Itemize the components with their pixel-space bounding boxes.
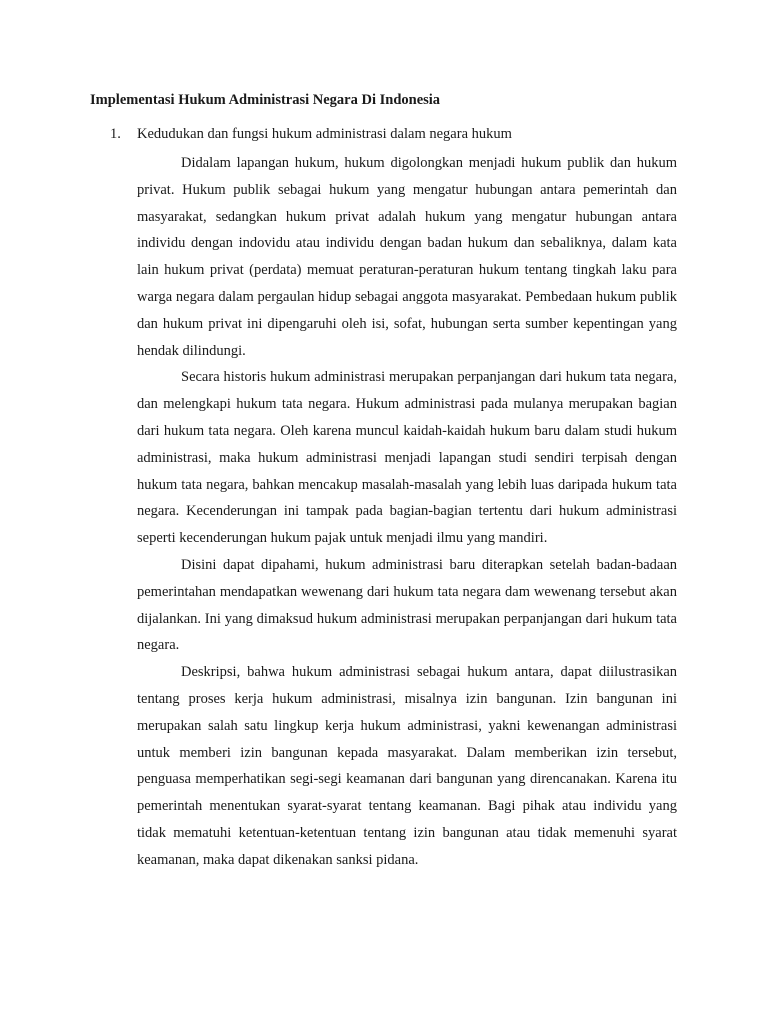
paragraph-1: Didalam lapangan hukum, hukum digolongkan menjadi hukum publik dan hukum privat. Hukum publik sebagai hukum yang mengatur hubungan antara pemerintah dan masyarakat, sedangkan hukum privat adalah hukum yang mengatur hubungan antara individu dengan indovidu atau individu dengan badan hukum dan sebaliknya, dalam kata lain hukum privat (perdata) memuat peraturan-peraturan hukum tentang tingkah laku para warga negara dalam pergaulan hidup sebagai anggota masyarakat. Pembedaan hukum publik dan hukum privat ini dipengaruhi oleh isi, sofat, hubungan serta sumber kepentingan yang hendak dilindungi. [137,155,677,359]
paragraph-3: Disini dapat dipahami, hukum administrasi baru diterapkan setelah badan-badaan pemerintahan mendapatkan wewenang dari hukum tata negara dam wewenang tersebut akan dijalankan. Ini yang dimaksud hukum administrasi merupakan perpanjangan dari hukum tata negara. [137,556,677,654]
paragraph-2: Secara historis hukum administrasi merupakan perpanjangan dari hukum tata negara, dan melengkapi hukum tata negara. Hukum administrasi pada mulanya merupakan bagian dari hukum tata negara. Oleh karena muncul kaidah-kaidah hukum baru dalam studi hukum administrasi, maka hukum administrasi menjadi lapangan studi sendiri terpisah dengan hukum tata negara, bahkan mencakup masalah-masalah yang lebih luas daripada hukum tata negara. Kecenderungan ini tampak pada bagian-bagian tertentu dari hukum administrasi seperti kecenderungan hukum pajak untuk menjadi ilmu yang mandiri. [137,369,677,547]
list-number: 1. [110,126,121,142]
paragraph-4: Deskripsi, bahwa hukum administrasi sebagai hukum antara, dapat diilustrasikan tentang proses kerja hukum administrasi, misalnya izin bangunan. Izin bangunan ini merupakan salah satu lingkup kerja hukum administrasi, yakni kewenangan administrasi untuk memberi izin bangunan kepada masyarakat. Dalam memberikan izin tersebut, penguasa memperhatikan segi-segi keamanan dari bangunan yang direncanakan. Karena itu pemerintah menentukan syarat-syarat tentang keamanan. Bagi pihak atau individu yang tidak mematuhi ketentuan-ketentuan tentang izin bangunan atau tidak memenuhi syarat keamanan, maka dapat dikenakan sanksi pidana. [137,664,677,868]
section-body [137,150,677,874]
section-heading: Kedudukan dan fungsi hukum administrasi dalam negara hukum [137,126,512,142]
document-title: Implementasi Hukum Administrasi Negara Di Indonesia [90,92,441,108]
